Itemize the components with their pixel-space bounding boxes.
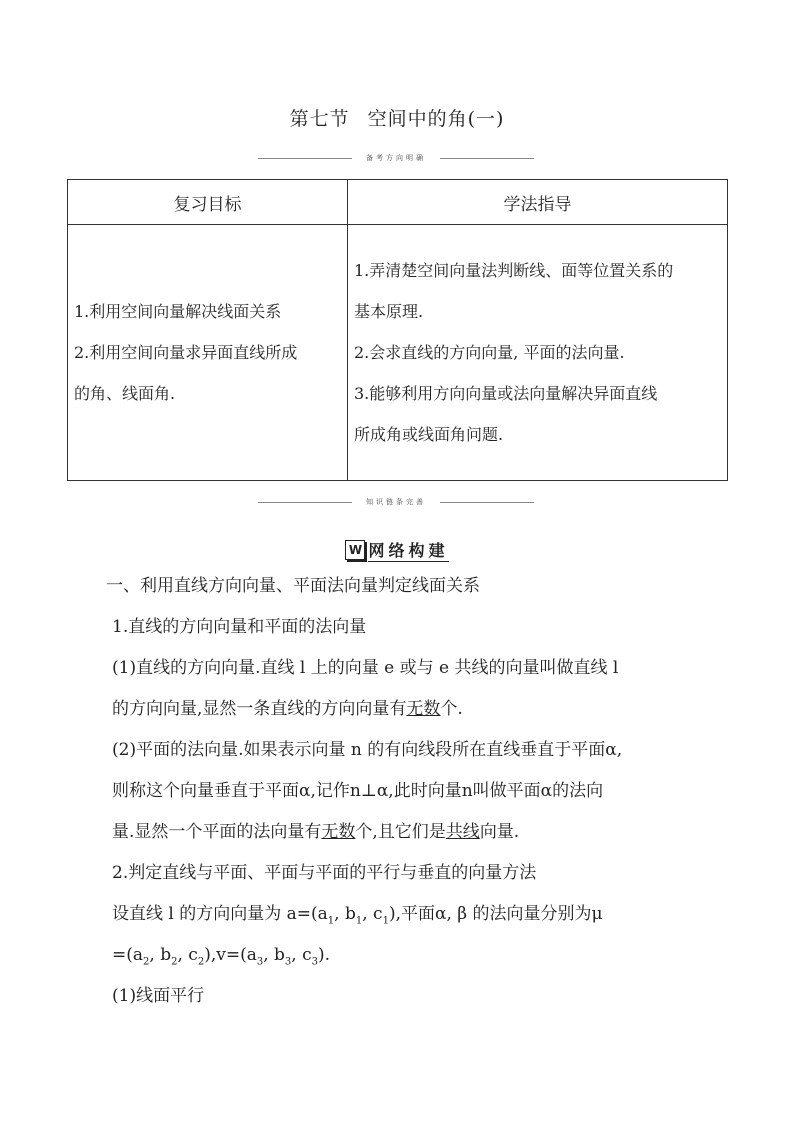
review-goals-cell [68, 225, 348, 481]
paragraph-line: 量.显然一个平面的法向量有无数个,且它们是共线向量. [112, 822, 520, 842]
goal-line: 的角、线面角. [74, 384, 176, 403]
study-guide-cell [348, 225, 728, 481]
paragraph-line: 设直线 l 的方向向量为 $a=(a_1$, $b_1$, $c_1$),平面α, β 的法向量分别为μ [112, 904, 603, 927]
paragraph-line: $=(a_2$, $b_2$, $c_2),v=(a_3$, $b_3$, $c_3$). [112, 945, 331, 968]
heading-4: (1)线面平行 [112, 986, 205, 1006]
heading-1: 一、利用直线方向向量、平面法向量判定线面关系 [106, 576, 480, 596]
section-header-text: 网络构建 [368, 541, 449, 560]
header-review-goals: 复习目标 [68, 180, 348, 225]
divider-top-label: 备考方向明确 [366, 154, 426, 162]
header-study-guide: 学法指导 [348, 180, 728, 225]
divider-mid [258, 496, 534, 508]
divider-top [258, 152, 534, 164]
content-body [106, 566, 732, 1017]
paragraph-line: (2)平面的法向量.如果表示向量 n 的有向线段所在直线垂直于平面α, [112, 740, 623, 760]
guide-line: 基本原理. [354, 302, 424, 321]
w-logo-icon: W [345, 540, 365, 560]
section-name: 空间中的角(一) [367, 108, 505, 130]
guide-line: 1.弄清楚空间向量法判断线、面等位置关系的 [354, 261, 674, 280]
goal-line: 1.利用空间向量解决线面关系 [74, 302, 282, 321]
goal-line: 2.利用空间向量求异面直线所成 [74, 343, 298, 362]
underlined-answer: 无数 [321, 822, 356, 842]
goals-table [67, 179, 728, 481]
section-number: 第七节 [289, 108, 350, 130]
guide-line: 2.会求直线的方向向量, 平面的法向量. [354, 343, 625, 362]
paragraph-line: 则称这个向量垂直于平面α,记作n⊥α,此时向量n叫做平面α的法向 [112, 781, 604, 801]
paragraph-line: (1)直线的方向向量.直线 l 上的向量 e 或与 e 共线的向量叫做直线 l [112, 658, 619, 678]
divider-mid-label: 知识链条完善 [366, 498, 426, 506]
section-header [0, 538, 794, 561]
underlined-answer: 共线 [445, 822, 480, 842]
heading-3: 2.判定直线与平面、平面与平面的平行与垂直的向量方法 [112, 863, 537, 883]
underlined-answer: 无数 [406, 699, 441, 719]
paragraph-line: 的方向向量,显然一条直线的方向向量有无数个. [112, 699, 463, 719]
page-title [0, 104, 794, 131]
guide-line: 所成角或线面角问题. [354, 425, 504, 444]
guide-line: 3.能够利用方向向量或法向量解决异面直线 [354, 384, 658, 403]
heading-2: 1.直线的方向向量和平面的法向量 [112, 617, 367, 637]
